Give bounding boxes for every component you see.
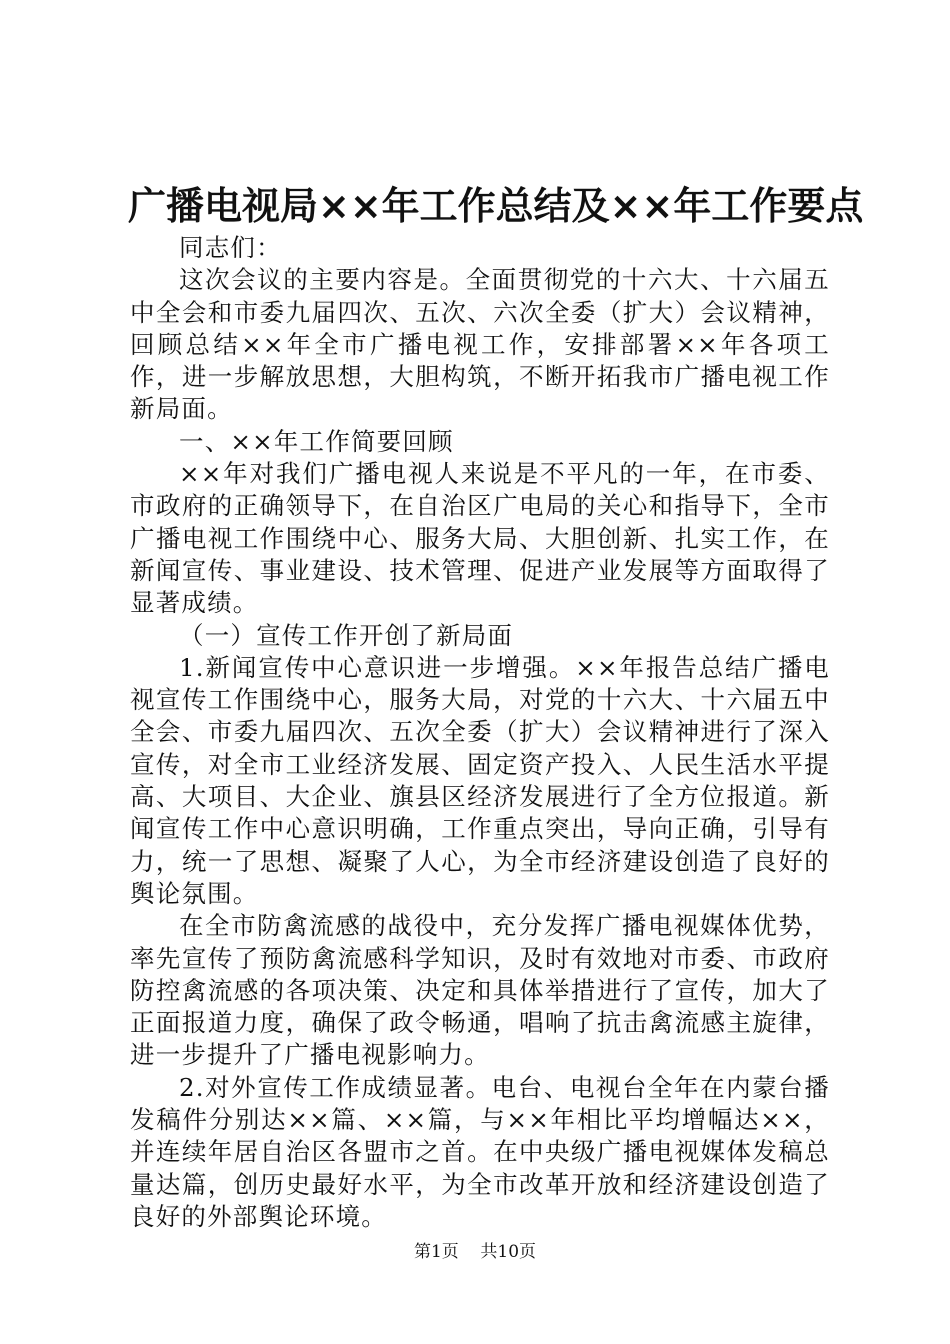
document-title: 广播电视局××年工作总结及××年工作要点 — [128, 184, 864, 228]
paragraph: ××年对我们广播电视人来说是不平凡的一年，在市委、市政府的正确领导下，在自治区广电局的关心和指导下，全市广播电视工作围绕中心、服务大局、大胆创新、扎实工作，在新闻宣传、事业建设、技术管理、促进产业发展等方面取得了显著成绩。 — [130, 459, 830, 618]
section-heading: 一、××年工作简要回顾 — [179, 426, 454, 456]
salutation: 同志们： — [179, 233, 282, 262]
page-total: 共10页 — [480, 1242, 537, 1262]
paragraph: 2.对外宣传工作成绩显著。电台、电视台全年在内蒙台播发稿件分别达××篇、××篇，与××年相比平均增幅达××，并连续年居自治区各盟市之首。在中央级广播电视媒体发稿总量达篇，创历史最好水平，为全市改革开放和经济建设创造了良好的外部舆论环境。 — [130, 1072, 830, 1231]
paragraph: 这次会议的主要内容是。全面贯彻党的十六大、十六届五中全会和市委九届四次、五次、六次全委（扩大）会议精神，回顾总结××年全市广播电视工作，安排部署××年各项工作，进一步解放思想，大胆构筑，不断开拓我市广播电视工作新局面。 — [130, 265, 830, 424]
paragraph: 1.新闻宣传中心意识进一步增强。××年报告总结广播电视宣传工作围绕中心，服务大局，对党的十六大、十六届五中全会、市委九届四次、五次全委（扩大）会议精神进行了深入宣传，对全市工业经济发展、固定资产投入、人民生活水平提高、大项目、大企业、旗县区经济发展进行了全方位报道。新闻宣传工作中心意识明确，工作重点突出，导向正确，引导有力，统一了思想、凝聚了人心，为全市经济建设创造了良好的舆论氛围。 — [130, 652, 830, 908]
document-body — [130, 232, 830, 1233]
page-number: 第1页 — [413, 1242, 459, 1262]
page-footer — [0, 1240, 950, 1264]
subsection-heading: （一）宣传工作开创了新局面 — [179, 620, 514, 650]
paragraph: 在全市防禽流感的战役中，充分发挥广播电视媒体优势，率先宣传了预防禽流感科学知识，及时有效地对市委、市政府防控禽流感的各项决策、决定和具体举措进行了宣传，加大了正面报道力度，确保了政令畅通，唱响了抗击禽流感主旋律，进一步提升了广播电视影响力。 — [130, 911, 830, 1070]
